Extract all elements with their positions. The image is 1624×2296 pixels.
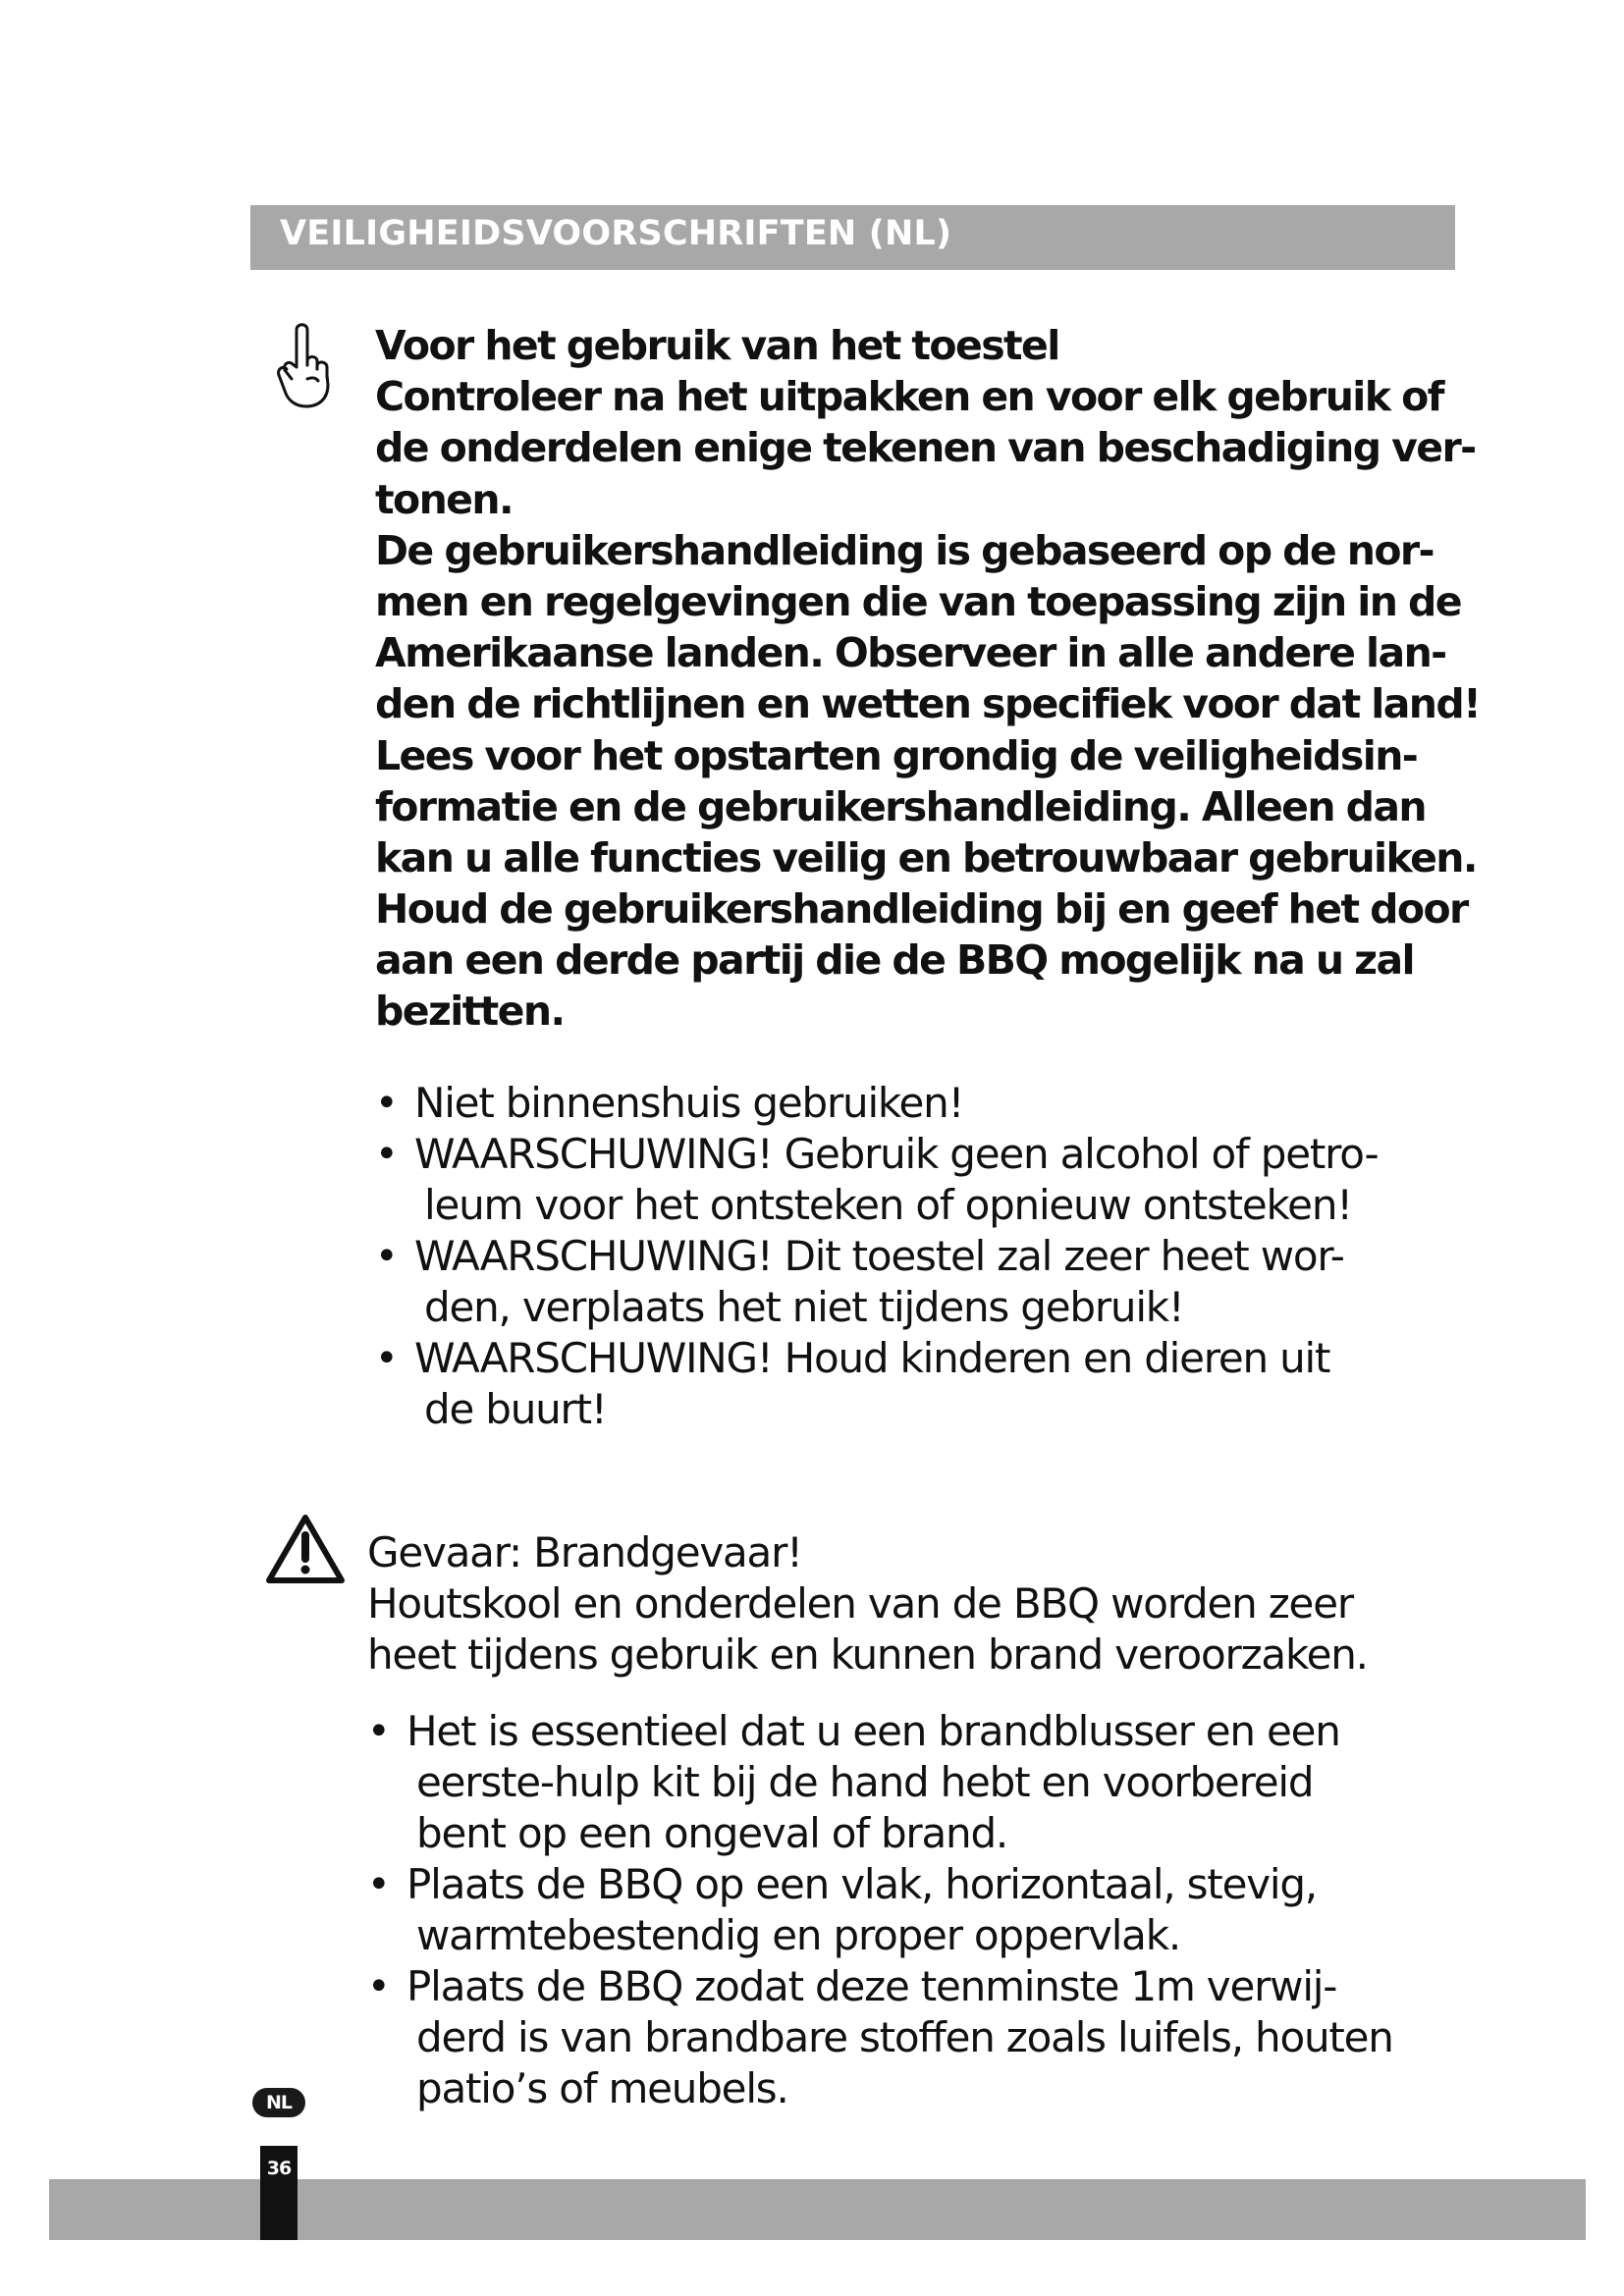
list-item-text: Het is essentieel dat u een brandblusser en een — [406, 1707, 1340, 1755]
text-line: bezitten. — [375, 988, 565, 1036]
section-header-title: VEILIGHEIDSVOORSCHRIFTEN (NL) — [280, 214, 952, 253]
bullet-icon: • — [375, 1132, 399, 1177]
list-item-text: WAARSCHUWING! Gebruik geen alcohol of petro- — [414, 1130, 1379, 1178]
list-item-text: patio’s of meubels. — [416, 2064, 788, 2112]
text-line: formatie en de gebruikershandleiding. Alleen dan — [375, 782, 1427, 830]
page-number: 36 — [266, 2158, 292, 2179]
list-item-text: Niet binnenshuis gebruiken! — [414, 1079, 964, 1127]
text-line: tonen. — [375, 475, 513, 523]
section-header-bar — [250, 205, 1455, 270]
language-badge: NL — [252, 2088, 305, 2117]
before-use-heading: Voor het gebruik van het toestel — [375, 322, 1059, 369]
list-item-text: bent op een ongeval of brand. — [416, 1809, 1008, 1857]
list-item-text: warmtebestendig en proper oppervlak. — [416, 1911, 1180, 1959]
list-item — [367, 1706, 1457, 1859]
text-line: men en regelgevingen die van toepassing zijn in de — [375, 577, 1461, 625]
text-line: Amerikaanse landen. Observeer in alle andere lan- — [375, 629, 1446, 677]
fire-hazard-list — [367, 1706, 1457, 2114]
list-item-text: den, verplaats het niet tijdens gebruik! — [424, 1283, 1184, 1331]
text-line: Lees voor het opstarten grondig de veiligheidsin- — [375, 731, 1418, 779]
bullet-icon: • — [367, 1709, 391, 1754]
list-item-text: eerste-hulp kit bij de hand hebt en voorbereid — [416, 1758, 1314, 1806]
bullet-icon: • — [375, 1336, 399, 1381]
page-number-tab — [260, 2146, 298, 2240]
list-item-text: derd is van brandbare stoffen zoals luifels, houten — [416, 2013, 1393, 2061]
fire-hazard-section — [367, 1527, 1457, 1681]
warning-list — [375, 1078, 1455, 1435]
list-item-text: WAARSCHUWING! Houd kinderen en dieren uit — [414, 1334, 1330, 1382]
list-item-text: de buurt! — [424, 1385, 607, 1433]
bullet-icon: • — [375, 1234, 399, 1279]
text-line: den de richtlijnen en wetten specifiek voor dat land! — [375, 680, 1481, 728]
list-item — [375, 1333, 1455, 1435]
warning-triangle-icon — [265, 1514, 346, 1584]
list-item-text: Plaats de BBQ op een vlak, horizontaal, stevig, — [406, 1860, 1317, 1908]
before-use-section — [375, 320, 1481, 1038]
text-line: de onderdelen enige tekenen van beschadiging ver- — [375, 424, 1476, 472]
text-line: aan een derde partij die de BBQ mogelijk na u zal — [375, 936, 1414, 985]
list-item — [367, 1859, 1457, 1961]
list-item-text: WAARSCHUWING! Dit toestel zal zeer heet wor- — [414, 1232, 1344, 1280]
list-item — [375, 1078, 1455, 1129]
text-line: Houd de gebruikershandleiding bij en geef het door — [375, 885, 1468, 934]
bullet-icon: • — [367, 1964, 391, 2009]
fire-hazard-heading: Gevaar: Brandgevaar! — [367, 1528, 802, 1576]
list-item — [375, 1129, 1455, 1231]
bullet-icon: • — [375, 1081, 399, 1126]
text-line: De gebruikershandleiding is gebaseerd op de nor- — [375, 526, 1434, 574]
list-item — [375, 1231, 1455, 1333]
bullet-icon: • — [367, 1862, 391, 1907]
pointing-finger-icon — [267, 320, 332, 412]
text-line: Houtskool en onderdelen van de BBQ worden zeer — [367, 1579, 1353, 1628]
list-item — [367, 1961, 1457, 2114]
text-line: heet tijdens gebruik en kunnen brand veroorzaken. — [367, 1630, 1368, 1679]
text-line: kan u alle functies veilig en betrouwbaar gebruiken. — [375, 833, 1477, 881]
list-item-text: Plaats de BBQ zodat deze tenminste 1m verwij- — [406, 1962, 1337, 2010]
list-item-text: leum voor het ontsteken of opnieuw ontsteken! — [424, 1181, 1352, 1229]
text-line: Controleer na het uitpakken en voor elk gebruik of — [375, 373, 1443, 421]
